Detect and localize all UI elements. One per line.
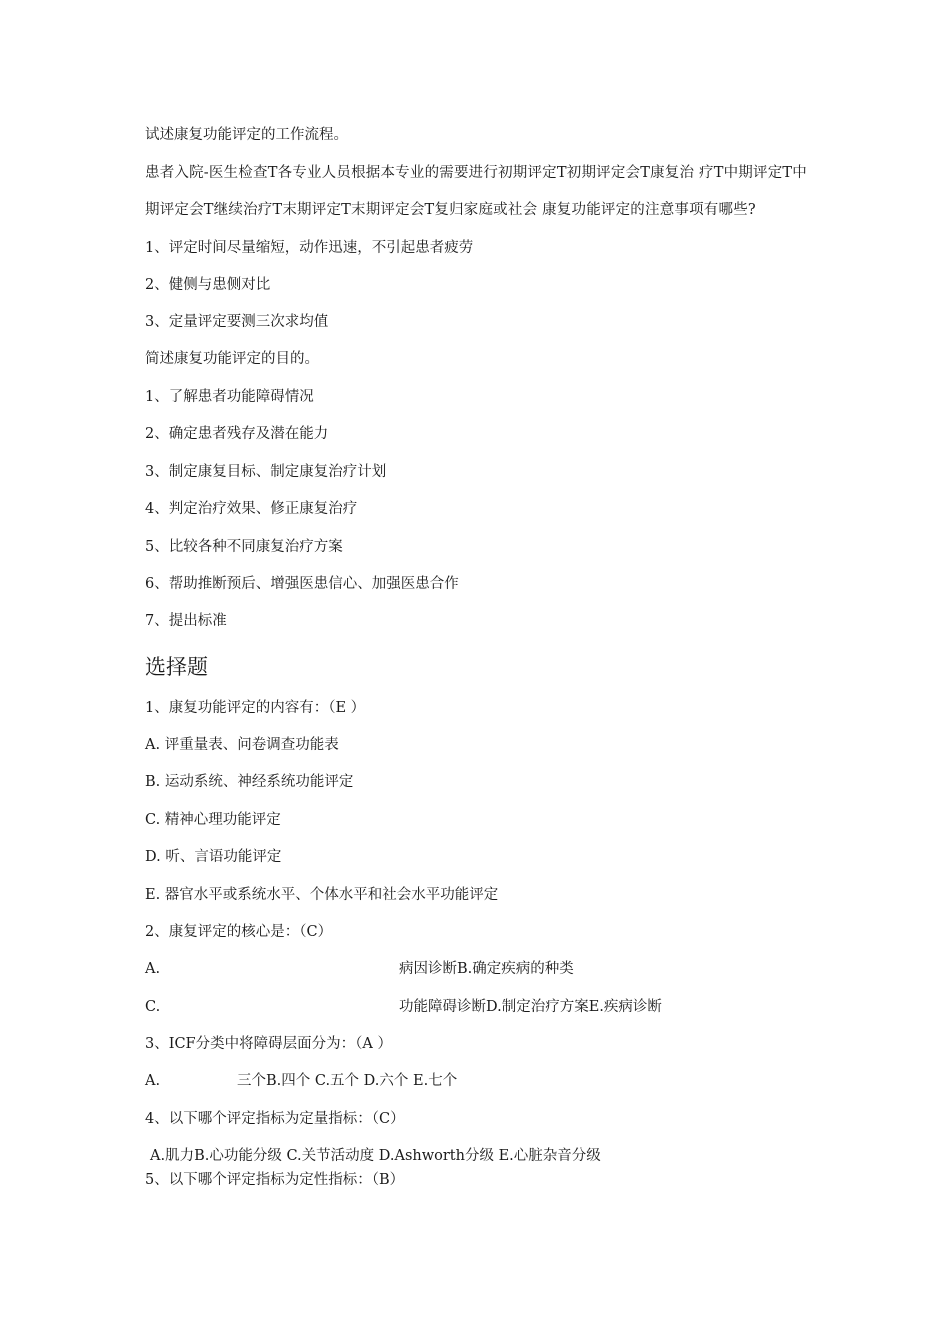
note-item: 1、评定时间尽量缩短，动作迅速，不引起患者疲劳 (145, 240, 474, 256)
question-1-option: A. 评重量表、问卷调查功能表 (145, 737, 339, 753)
question-1-option: D. 听、言语功能评定 (145, 849, 282, 865)
question-4-options: A.肌力B.心功能分级 C.关节活动度 D.Ashworth分级 E.心脏杂音分级 (150, 1148, 601, 1164)
question-1-option: B. 运动系统、神经系统功能评定 (145, 774, 354, 790)
question-5-stem: 5、以下哪个评定指标为定性指标：（B） (145, 1172, 405, 1188)
section-heading-choice: 选择题 (145, 655, 208, 679)
question-3-option-label: A. (145, 1073, 161, 1089)
question-2-option-label: C. (145, 999, 161, 1015)
question-4-stem: 4、以下哪个评定指标为定量指标：（C） (145, 1111, 405, 1127)
purpose-item: 6、帮助推断预后、增强医患信心、加强医患合作 (145, 576, 459, 592)
workflow-text-line-1: 患者入院-医生检查T各专业人员根据本专业的需要进行初期评定T初期评定会T康复治 疗T中期评定T中 (145, 165, 807, 181)
workflow-text-line-2: 期评定会T继续治疗T末期评定T末期评定会T复归家庭或社会 康复功能评定的注意事项有哪些? (145, 202, 756, 218)
question-2-option-text: 功能障碍诊断D.制定治疗方案E.疾病诊断 (399, 999, 662, 1015)
note-item: 2、健侧与患侧对比 (145, 277, 271, 293)
purpose-item: 4、判定治疗效果、修正康复治疗 (145, 501, 358, 517)
question-3-stem: 3、ICF分类中将障碍层面分为：（A ） (145, 1036, 392, 1052)
question-workflow: 试述康复功能评定的工作流程。 (145, 127, 348, 143)
purpose-item: 5、比较各种不同康复治疗方案 (145, 539, 343, 555)
question-2-option-text: 病因诊断B.确定疾病的种类 (399, 961, 574, 977)
purpose-item: 3、制定康复目标、制定康复治疗计划 (145, 464, 387, 480)
question-2-option-label: A. (145, 961, 161, 977)
question-3-options: 三个B.四个 C.五个 D.六个 E.七个 (237, 1073, 458, 1089)
note-item: 3、定量评定要测三次求均值 (145, 314, 329, 330)
question-1-option: C. 精神心理功能评定 (145, 812, 281, 828)
question-1-option: E. 器官水平或系统水平、个体水平和社会水平功能评定 (145, 887, 499, 903)
question-1-stem: 1、康复功能评定的内容有：（E ） (145, 700, 366, 716)
purpose-item: 1、了解患者功能障碍情况 (145, 389, 314, 405)
question-purpose: 简述康复功能评定的目的。 (145, 351, 319, 367)
question-2-stem: 2、康复评定的核心是：（C） (145, 924, 333, 940)
purpose-item: 7、提出标准 (145, 613, 227, 629)
purpose-item: 2、确定患者残存及潜在能力 (145, 426, 329, 442)
